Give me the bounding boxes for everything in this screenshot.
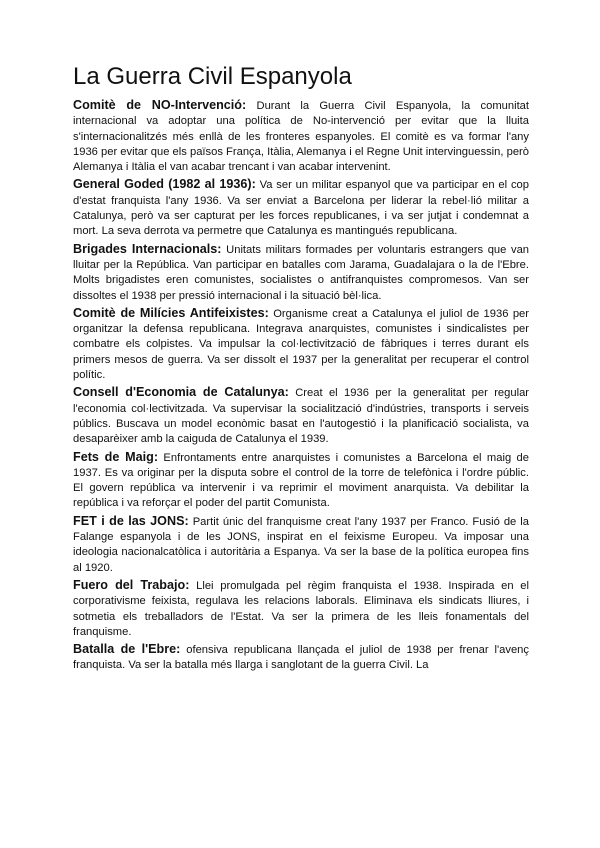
- entry-text: Durant la Guerra Civil Espanyola, la comunitat internacional va adoptar una política de No-intervenció per evitar que la lluita s'internacionalitzés més enllà de les fronteres espanyoles. El comitè es va formar l'any 1936 per evitar que els països França, Itàlia, Alemanya i el Regne Unit intervinguessin, però Alemanya i Itàlia el van acabar trencant i van acabar intervenint.: [73, 100, 530, 174]
- entry-term: Brigades Internacionals:: [73, 241, 222, 256]
- entry-term: Batalla de l'Ebre:: [73, 642, 181, 657]
- entry-batalla-ebre: [73, 642, 529, 674]
- document-page: [73, 62, 529, 676]
- entry-text: Partit únic del franquisme creat l'any 1937 per Franco. Fusió de la Falange espanyola i de les JONS, inspirat en el feixisme Europeu. Va imposar una ideologia nacionalcatòlica i autoritària a Espanya. Va ser la base de la política europea fins al 1920.: [73, 515, 530, 574]
- entry-term: General Goded (1982 al 1936):: [73, 177, 256, 192]
- entry-text: Enfrontaments entre anarquistes i comunistes a Barcelona el maig de 1937. Es va originar per la disputa sobre el control de la torre de telefònica i l'ordre públic. El govern república va intervenir i va reprimir el moviment anarquista. Va debilitar la república i va reforçar el poder del partit Comunista.: [73, 451, 529, 510]
- entry-term: Fets de Maig:: [73, 449, 159, 464]
- entry-fet-jons: [73, 514, 529, 576]
- entry-term: FET i de las JONS:: [73, 513, 189, 528]
- document-title: La Guerra Civil Espanyola: [73, 63, 352, 90]
- entry-term: Comitè de Milícies Antifeixistes:: [73, 305, 269, 320]
- entry-comite-no-intervencio: [73, 98, 529, 175]
- entry-text: Va ser un militar espanyol que va participar en el cop d'estat franquista l'any 1936. Va ser enviat a Barcelona per liderar la rebel·lió militar a Catalunya, però va ser capturat per les forces republicanes, i va ser jutjat i condemnat a mort. La seva derrota va permetre que Catalunya es mantingués republicana.: [73, 179, 529, 238]
- entry-fets-de-maig: [73, 450, 529, 512]
- entry-term: Fuero del Trabajo:: [73, 577, 190, 592]
- entry-term: Consell d'Economia de Catalunya:: [73, 385, 289, 400]
- entry-comite-milicies: [73, 306, 529, 383]
- entry-fuero-trabajo: [73, 578, 529, 640]
- entry-text: Creat el 1936 per la generalitat per regular l'economia col·lectivitzada. Va supervisar la socialització d'indústries, transports i serveis públics. Buscava un model econòmic basat en l'autogestió i la planificació socialista, va desaparèixer amb la caiguda de Catalunya el 1939.: [73, 387, 530, 446]
- entry-consell-economia: [73, 385, 529, 447]
- entry-text: Llei promulgada pel règim franquista el 1938. Inspirada en el corporativisme feixista, regulava les relacions laborals. Eliminava els sindicats lliures, i sotmetia els treballadors de l'Estat. Va ser la primera de les lleis fonamentals del franquisme.: [73, 579, 530, 638]
- entry-term: Comitè de NO-Intervenció:: [73, 98, 247, 112]
- entry-text: ofensiva republicana llançada el juliol de 1938 per frenar l'avenç franquista. Va ser la batalla més llarga i sanglotant de la guerra Civil. La: [73, 644, 529, 672]
- entry-general-goded: [73, 177, 529, 239]
- entry-text: Unitats militars formades per voluntaris estrangers que van lluitar per la República. Van participar en batalles com Jarama, Guadalajara o la de l'Ebre. Molts brigadistes eren comunistes, socialistes o antifranquistes compromesos. Van ser dissoltes el 1938 per pressió internacional i la situació bèl·lica.: [73, 243, 530, 302]
- entry-brigades-internacionals: [73, 242, 529, 304]
- entry-text: Organisme creat a Catalunya el juliol de 1936 per organitzar la defensa republicana. Integrava anarquistes, comunistes i sindicalistes per combatre els colpistes. Va impulsar la col·lectivització de fàbriques i terres durant els primers mesos de guerra. Va ser dissolt el 1937 per la generalitat per recuperar el control polític.: [73, 307, 529, 382]
